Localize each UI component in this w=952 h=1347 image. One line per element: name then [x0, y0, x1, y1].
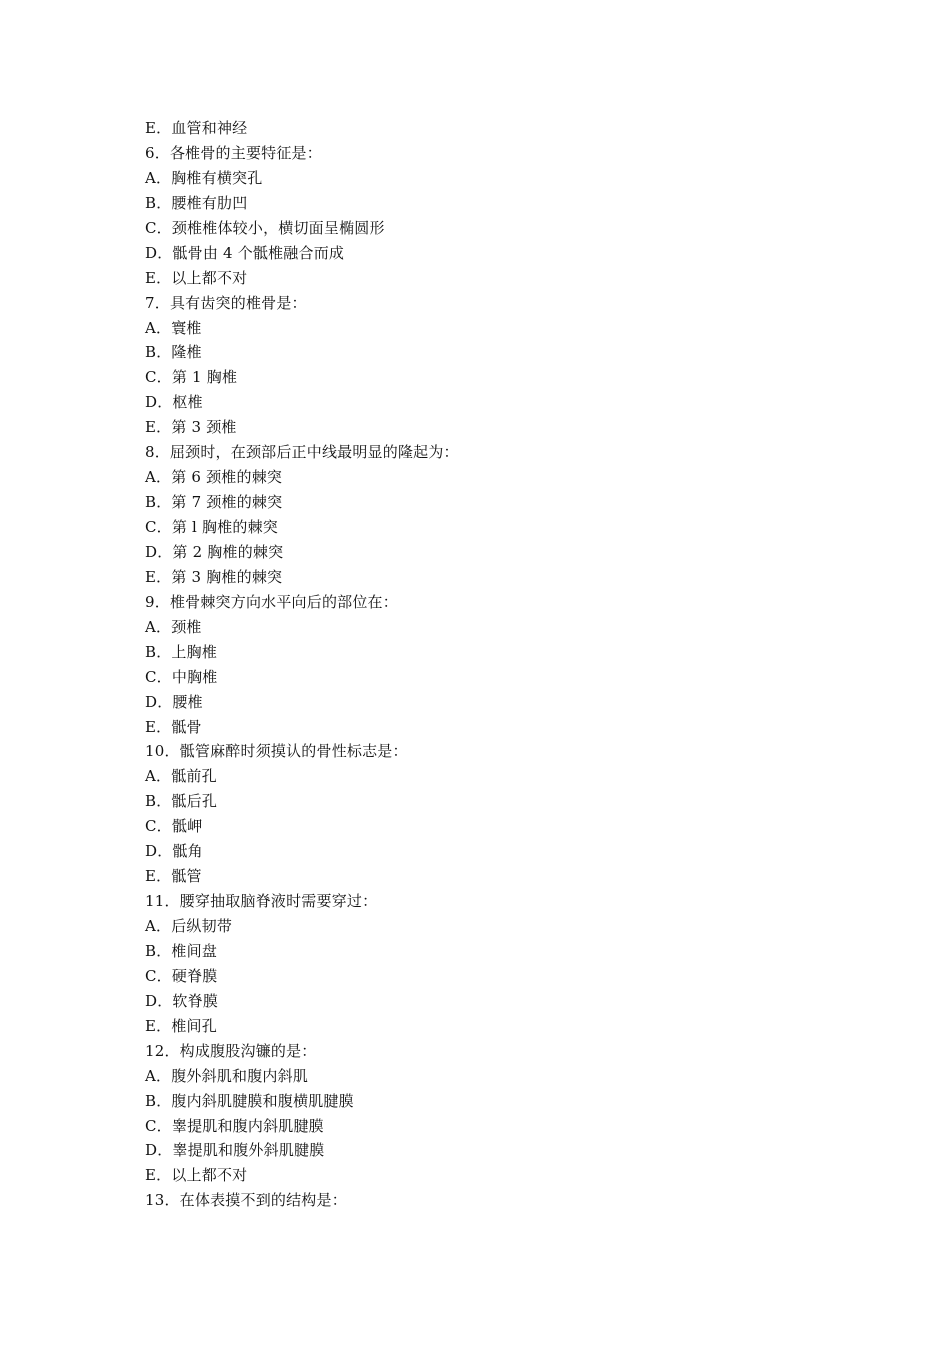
- answer-option: C．骶岬: [145, 817, 203, 836]
- answer-option: A．颈椎: [145, 617, 202, 636]
- answer-option: D．枢椎: [145, 393, 203, 412]
- answer-option: C．颈椎椎体较小，横切面呈椭圆形: [145, 218, 385, 237]
- answer-option: E．血管和神经: [145, 119, 248, 137]
- question-stem: 7．具有齿突的椎骨是：: [145, 293, 307, 312]
- answer-option: D．腰椎: [145, 692, 203, 711]
- question-stem: 6．各椎骨的主要特征是：: [145, 143, 322, 162]
- answer-option: D．第 2 胸椎的棘突: [145, 542, 284, 561]
- answer-option: A．腹外斜肌和腹内斜肌: [145, 1066, 309, 1085]
- answer-option: A．胸椎有横突孔: [145, 168, 263, 187]
- answer-option: B．上胸椎: [145, 642, 218, 661]
- answer-option: E．以上都不对: [145, 268, 248, 287]
- answer-option: E．骶管: [145, 867, 202, 886]
- answer-option: A．后纵韧带: [145, 917, 233, 935]
- answer-option: B．腹内斜肌腱膜和腹横肌腱膜: [145, 1091, 354, 1110]
- question-stem: 11．腰穿抽取脑脊液时需要穿过：: [145, 892, 378, 911]
- question-stem: 13．在体表摸不到的结构是：: [145, 1191, 347, 1210]
- question-stem: 12．构成腹股沟镰的是：: [145, 1041, 317, 1060]
- answer-option: D．骶骨由 4 个骶椎融合而成: [145, 243, 345, 262]
- answer-option: C．睾提肌和腹内斜肌腱膜: [145, 1116, 324, 1135]
- answer-option: E．以上都不对: [145, 1166, 248, 1185]
- answer-option: A．寰椎: [145, 318, 202, 337]
- answer-option: D．软脊膜: [145, 991, 219, 1010]
- answer-option: E．第 3 颈椎: [145, 418, 237, 437]
- question-stem: 10．骶管麻醉时须摸认的骨性标志是：: [145, 742, 408, 761]
- question-list: [145, 116, 825, 1213]
- answer-option: E．第 3 胸椎的棘突: [145, 567, 283, 586]
- answer-option: B．隆椎: [145, 343, 202, 362]
- answer-option: A．第 6 颈椎的棘突: [145, 468, 283, 487]
- answer-option: A．骶前孔: [145, 767, 217, 786]
- answer-option: C．中胸椎: [145, 667, 218, 686]
- answer-option: C．第 l 胸椎的棘突: [145, 518, 279, 536]
- question-stem: 8．屈颈时，在颈部后正中线最明显的隆起为：: [145, 443, 459, 462]
- answer-option: E．椎间孔: [145, 1016, 217, 1035]
- answer-option: E．骶骨: [145, 717, 202, 736]
- answer-option: B．骶后孔: [145, 792, 218, 811]
- answer-option: C．第 1 胸椎: [145, 368, 238, 387]
- question-stem: 9．椎骨棘突方向水平向后的部位在：: [145, 592, 398, 611]
- answer-option: C．硬脊膜: [145, 966, 218, 985]
- answer-option: B．椎间盘: [145, 941, 218, 960]
- answer-option: B．腰椎有肋凹: [145, 193, 248, 212]
- answer-option: B．第 7 颈椎的棘突: [145, 493, 283, 512]
- answer-option: D．睾提肌和腹外斜肌腱膜: [145, 1141, 325, 1160]
- answer-option: D．骶角: [145, 842, 203, 861]
